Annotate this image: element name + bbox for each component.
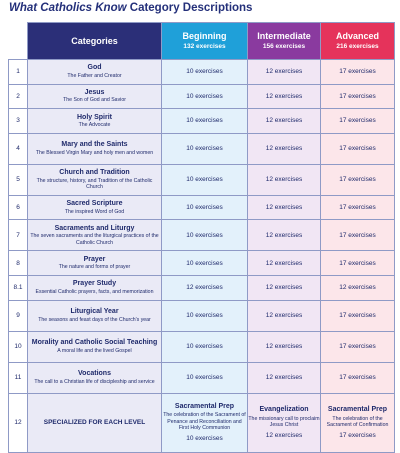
- category-description: The Advocate: [78, 122, 111, 129]
- beginning-count: 10 exercises: [162, 133, 248, 164]
- category-name: Morality and Catholic Social Teaching: [31, 339, 158, 347]
- category-name: Church and Tradition: [59, 169, 130, 177]
- row-number: 10: [9, 331, 28, 362]
- table-row-special: [9, 393, 395, 452]
- row-number: 2: [9, 84, 28, 109]
- beginning-count: 10 exercises: [162, 60, 248, 85]
- table-row: [9, 164, 395, 195]
- special-beginning-cell: [162, 393, 248, 452]
- title-emphasis: What Catholics Know: [9, 2, 127, 14]
- table-row: [9, 195, 395, 220]
- special-desc: The missionary call to proclaim Jesus Christ: [248, 415, 320, 428]
- category-cell: [28, 60, 162, 85]
- special-title: Sacramental Prep: [174, 402, 235, 410]
- category-cell: [28, 251, 162, 276]
- beginning-count: 12 exercises: [162, 275, 248, 300]
- row-number: 3: [9, 109, 28, 134]
- beginning-count: 10 exercises: [162, 84, 248, 109]
- header-intermediate: [248, 23, 321, 60]
- table-row: [9, 109, 395, 134]
- page-title: [9, 2, 252, 14]
- advanced-count: 17 exercises: [321, 133, 395, 164]
- level-name: Intermediate: [257, 31, 311, 41]
- header-beginning: [162, 23, 248, 60]
- intermediate-count: 12 exercises: [248, 109, 321, 134]
- table-row: [9, 60, 395, 85]
- advanced-count: 17 exercises: [321, 195, 395, 220]
- table-row: [9, 300, 395, 331]
- table-row: [9, 362, 395, 393]
- special-title: Sacramental Prep: [327, 406, 388, 414]
- category-name: Vocations: [78, 370, 111, 378]
- advanced-count: 12 exercises: [321, 275, 395, 300]
- intermediate-count: 12 exercises: [248, 362, 321, 393]
- beginning-count: 10 exercises: [162, 164, 248, 195]
- row-number: 5: [9, 164, 28, 195]
- beginning-count: 10 exercises: [162, 300, 248, 331]
- intermediate-count: 12 exercises: [248, 251, 321, 276]
- category-description: The call to a Christian life of discipleship and service: [34, 378, 155, 385]
- category-cell: [28, 133, 162, 164]
- special-count: 10 exercises: [186, 435, 223, 443]
- table-row: [9, 331, 395, 362]
- category-name: Mary and the Saints: [61, 141, 128, 149]
- advanced-count: 17 exercises: [321, 220, 395, 251]
- category-cell: [28, 275, 162, 300]
- category-cell: [28, 331, 162, 362]
- header-row: [9, 23, 395, 60]
- category-description: The seven sacraments and the liturgical practices of the Catholic Church: [30, 233, 159, 246]
- special-count: 17 exercises: [339, 432, 376, 440]
- table-body: [9, 60, 395, 453]
- title-rest: Category Descriptions: [126, 2, 253, 14]
- row-number: 6: [9, 195, 28, 220]
- category-description: The nature and forms of prayer: [58, 264, 131, 271]
- row-number: 8.1: [9, 275, 28, 300]
- special-count: 12 exercises: [265, 432, 303, 440]
- intermediate-count: 12 exercises: [248, 60, 321, 85]
- beginning-count: 10 exercises: [162, 195, 248, 220]
- row-number: 7: [9, 220, 28, 251]
- category-description: The Son of God and Savior: [63, 97, 126, 104]
- category-cell: [28, 220, 162, 251]
- category-description: A moral life and the lived Gospel: [57, 347, 132, 354]
- header-advanced: [321, 23, 395, 60]
- level-count: 132 exercises: [183, 43, 226, 50]
- table-row: [9, 275, 395, 300]
- beginning-count: 10 exercises: [162, 109, 248, 134]
- header-blank: [9, 23, 28, 60]
- level-name: Advanced: [335, 31, 379, 41]
- category-description: Essential Catholic prayers, facts, and memorization: [35, 288, 154, 295]
- category-cell: [28, 300, 162, 331]
- category-description: The structure, history, and Tradition of the Catholic Church: [36, 177, 153, 191]
- category-name: Prayer Study: [72, 280, 117, 288]
- category-name: Sacraments and Liturgy: [54, 224, 135, 232]
- category-description: The Father and Creator: [67, 72, 122, 79]
- intermediate-count: 12 exercises: [248, 300, 321, 331]
- table-row: [9, 133, 395, 164]
- category-cell: [28, 195, 162, 220]
- category-cell: [28, 84, 162, 109]
- category-cell: [28, 109, 162, 134]
- category-description: The Blessed Virgin Mary and holy men and women: [35, 149, 154, 156]
- row-number: 9: [9, 300, 28, 331]
- header-categories: Categories: [28, 23, 162, 60]
- category-description: The inspired Word of God: [64, 208, 125, 215]
- intermediate-count: 12 exercises: [248, 275, 321, 300]
- advanced-count: 17 exercises: [321, 362, 395, 393]
- special-label: SPECIALIZED FOR EACH LEVEL: [28, 393, 162, 452]
- intermediate-count: 12 exercises: [248, 195, 321, 220]
- category-name: Jesus: [84, 88, 105, 96]
- category-name: God: [87, 64, 102, 72]
- intermediate-count: 12 exercises: [248, 331, 321, 362]
- intermediate-count: 12 exercises: [248, 133, 321, 164]
- table-row: [9, 84, 395, 109]
- table-row: [9, 220, 395, 251]
- row-number: 8: [9, 251, 28, 276]
- beginning-count: 10 exercises: [162, 251, 248, 276]
- special-desc: The celebration of the Sacrament of Penance and Reconciliation and First Holy Communion: [163, 412, 246, 431]
- advanced-count: 17 exercises: [321, 60, 395, 85]
- level-name: Beginning: [182, 31, 227, 41]
- advanced-count: 17 exercises: [321, 109, 395, 134]
- level-count: 216 exercises: [336, 43, 379, 50]
- intermediate-count: 12 exercises: [248, 220, 321, 251]
- row-number: 11: [9, 362, 28, 393]
- special-desc: The celebration of the Sacrament of Confirmation: [326, 415, 389, 428]
- intermediate-count: 12 exercises: [248, 84, 321, 109]
- category-table: [8, 22, 395, 453]
- row-number: 1: [9, 60, 28, 85]
- advanced-count: 17 exercises: [321, 251, 395, 276]
- beginning-count: 10 exercises: [162, 362, 248, 393]
- special-title: Evangelization: [259, 406, 309, 414]
- advanced-count: 17 exercises: [321, 164, 395, 195]
- row-number: 4: [9, 133, 28, 164]
- table-row: [9, 251, 395, 276]
- category-name: Sacred Scripture: [66, 200, 123, 208]
- row-number: 12: [9, 393, 28, 452]
- advanced-count: 17 exercises: [321, 300, 395, 331]
- beginning-count: 10 exercises: [162, 220, 248, 251]
- category-cell: [28, 362, 162, 393]
- level-count: 156 exercises: [262, 43, 306, 50]
- special-advanced-cell: [321, 393, 395, 452]
- category-name: Prayer: [83, 255, 106, 263]
- beginning-count: 10 exercises: [162, 331, 248, 362]
- category-cell: [28, 164, 162, 195]
- category-name: Holy Spirit: [76, 113, 112, 121]
- advanced-count: 17 exercises: [321, 84, 395, 109]
- advanced-count: 17 exercises: [321, 331, 395, 362]
- special-intermediate-cell: [248, 393, 321, 452]
- category-description: The seasons and feast days of the Church's year: [38, 316, 151, 323]
- intermediate-count: 12 exercises: [248, 164, 321, 195]
- category-name: Liturgical Year: [70, 308, 119, 316]
